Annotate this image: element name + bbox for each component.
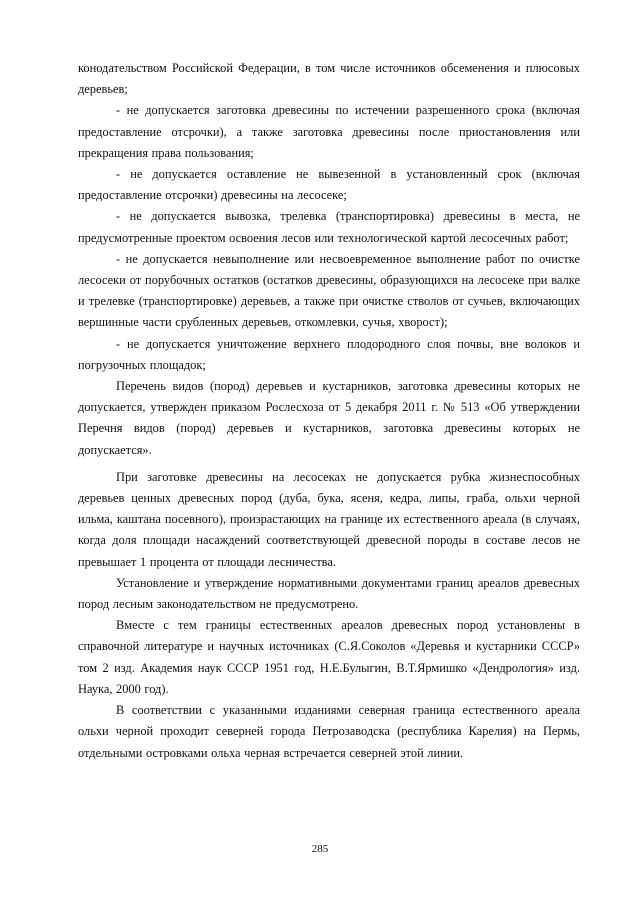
paragraph-7: Перечень видов (пород) деревьев и кустарников, заготовка древесины которых не допускается, утвержден приказом Рослесхоза от 5 декабря 2011 г. № 513 «Об утверждении Перечня видов (пород) деревьев и кустарников, заготовка древесины которых не допускается». — [78, 379, 580, 457]
paragraph-9: Установление и утверждение нормативными документами границ ареалов древесных пород лесным законодательством не предусмотрено. — [78, 575, 580, 612]
paragraph-5: - не допускается невыполнение или несвоевременное выполнение работ по очистке лесосеки от порубочных остатков (остатков древесины, образующихся на лесосеке при валке и трелевке (транспортировке) деревьев, а также при очистке стволов от сучьев, включающих вершинные части срубленных деревьев, откомлевки, сучья, хворост); — [78, 251, 580, 330]
paragraph-1: конодательством Российской Федерации, в том числе источников обсеменения и плюсовых деревьев; — [78, 61, 580, 97]
paragraph-3: - не допускается оставление не вывезенной в установленный срок (включая предоставление отсрочки) древесины на лесосеке; — [78, 167, 580, 203]
paragraph-4: - не допускается вывозка, трелевка (транспортировка) древесины в места, не предусмотренные проектом освоения лесов или технологической картой лесосечных работ; — [78, 209, 580, 245]
document-body — [78, 58, 580, 764]
page-number: 285 — [311, 843, 329, 855]
paragraph-11: В соответствии с указанными изданиями северная граница естественного ареала ольхи черной проходит северней города Петрозаводска (республика Карелия) на Пермь, отдельными островками ольха черная встречается северней этой линии. — [78, 703, 580, 760]
paragraph-8: При заготовке древесины на лесосеках не допускается рубка жизнеспособных деревьев ценных древесных пород (дуба, бука, ясеня, кедра, липы, граба, ольхи черной ильма, каштана посевного), произрастающих на границе их естественного ареала (в случаях, когда доля площади насаждений соответствующей древесной породы в составе лесов не превышает 1 процента от площади лесничества. — [78, 469, 580, 569]
paragraph-10: Вместе с тем границы естественных ареалов древесных пород установлены в справочной литературе и научных источниках (С.Я.Соколов «Деревья и кустарники СССР» том 2 изд. Академия наук СССР 1951 год, Н.Е.Булыгин, В.Т.Ярмишко «Дендрология» изд. Наука, 2000 год). — [78, 618, 580, 696]
paragraph-2: - не допускается заготовка древесины по истечении разрешенного срока (включая предоставление отсрочки), а также заготовка древесины после приостановления или прекращения права пользования; — [78, 103, 580, 160]
paragraph-6: - не допускается уничтожение верхнего плодородного слоя почвы, вне волоков и погрузочных площадок; — [78, 336, 580, 372]
